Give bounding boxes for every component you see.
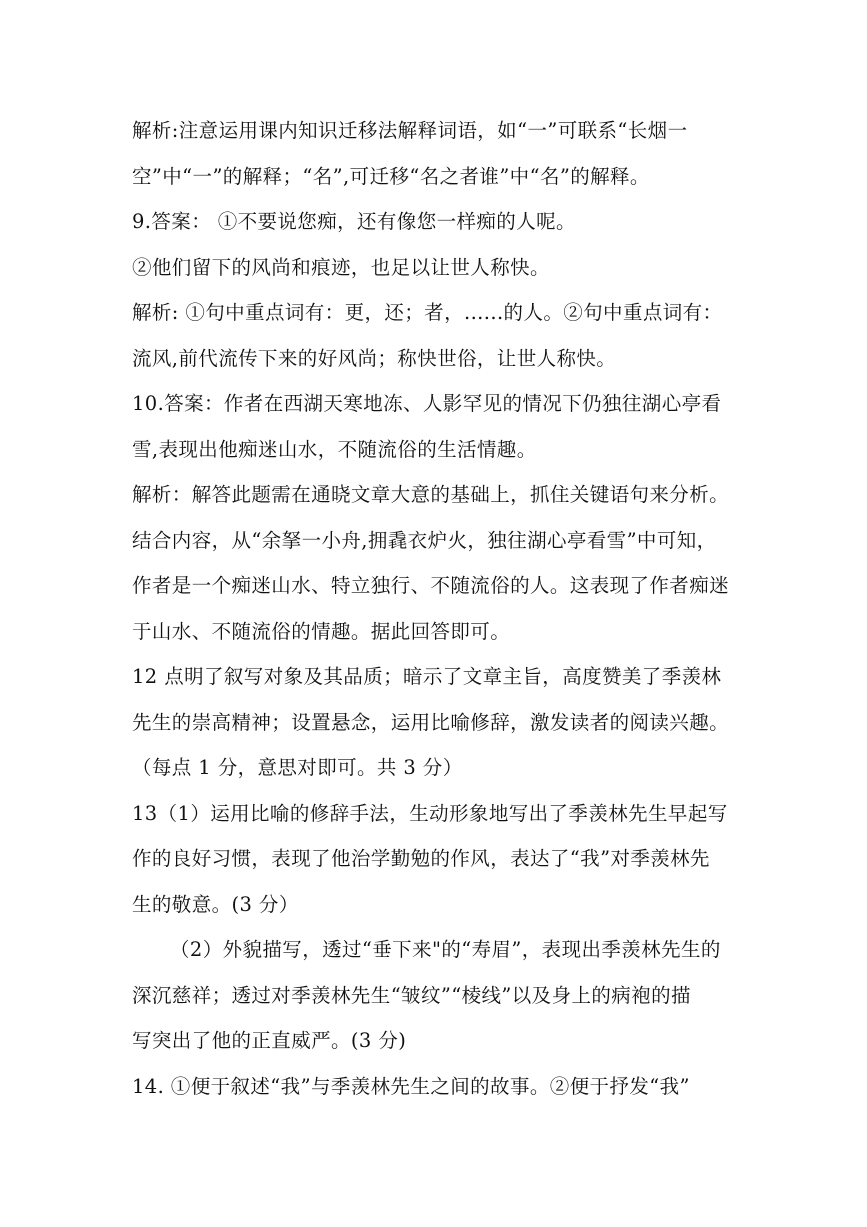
- text-line: （2）外貌描写，透过“垂下来"的“寿眉”，表现出季羡林先生的: [170, 938, 721, 961]
- text-line: 空”中“一”的解释；“名”,可迁移“名之者谁”中“名”的解释。: [132, 164, 650, 188]
- answer-text-block: [132, 108, 742, 1109]
- text-line: 作者是一个痴迷山水、特立独行、不随流俗的人。这表现了作者痴迷: [132, 574, 730, 597]
- text-line: 生的敬意。(3 分）: [132, 892, 299, 916]
- text-line: 深沉慈祥；透过对季羡林先生“皱纹”“棱线”以及身上的病袍的描: [132, 983, 691, 1007]
- text-line: 于山水、不随流俗的情趣。据此回答即可。: [132, 619, 511, 643]
- text-line: 9.答案： ①不要说您痴，还有像您一样痴的人呢。: [132, 210, 576, 233]
- text-line: 12 点明了叙写对象及其品质；暗示了文章主旨，高度赞美了季羡林: [132, 665, 722, 688]
- text-line: 结合内容，从“余拏一小舟,拥毳衣炉火，独往湖心亭看雪”中可知，: [132, 528, 717, 552]
- text-line: 10.答案：作者在西湖天寒地冻、人影罕见的情况下仍独往湖心亭看: [132, 392, 722, 415]
- text-line: 解析:注意运用课内知识迁移法解释词语，如“一”可联系“长烟一: [132, 119, 688, 142]
- text-line: 解析：解答此题需在通晓文章大意的基础上，抓住关键语句来分析。: [132, 483, 730, 506]
- text-line: （每点 1 分，意思对即可。共 3 分）: [132, 756, 463, 779]
- text-line: 13（1）运用比喻的修辞手法，生动形象地写出了季羡林先生早起写: [132, 801, 728, 825]
- text-line: 作的良好习惯，表现了他治学勤勉的作风，表达了“我”对季羡林先: [132, 847, 710, 870]
- text-line: ②他们留下的风尚和痕迹，也足以让世人称快。: [132, 255, 550, 279]
- text-line: 14. ①便于叙述“我”与季羡林先生之间的故事。②便于抒发“我”: [132, 1074, 690, 1098]
- text-line: 解析: ①句中重点词有：更，还；者，......的人。②句中重点词有：: [132, 301, 723, 324]
- text-line: 雪,表现出他痴迷山水，不随流俗的生活情趣。: [132, 437, 537, 461]
- text-line: 流风,前代流传下来的好风尚；称快世俗，让世人称快。: [132, 346, 617, 370]
- text-line: 写突出了他的正直威严。(3 分): [132, 1029, 407, 1052]
- text-line: 先生的崇高精神；设置悬念，运用比喻修辞，激发读者的阅读兴趣。: [132, 710, 730, 734]
